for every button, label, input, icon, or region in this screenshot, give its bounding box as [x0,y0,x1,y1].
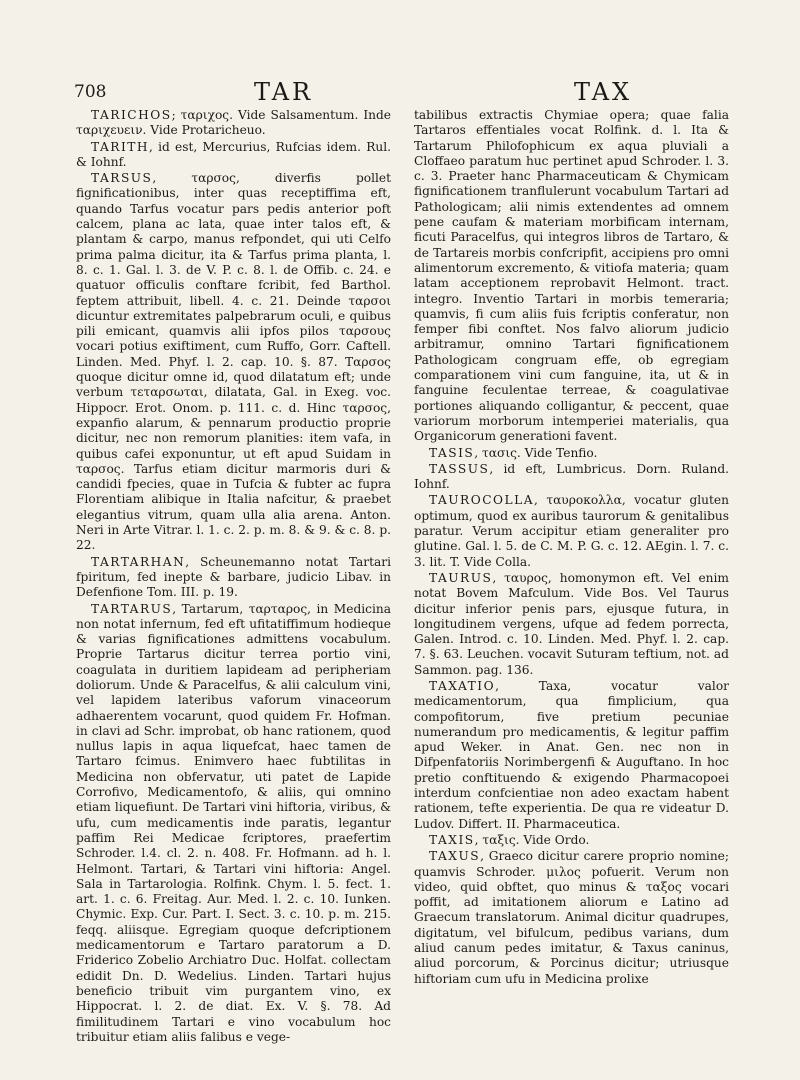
dictionary-entry [76,140,391,171]
entry-text: tabilibus extractis Chymiae opera; quae falia Tartaros effentiales vocat Rolfink. d. l. Ita & Tartarum Philofophicum ex aqua pluviali a Cloffaeo paratum huc pertinet apud Schroder. l. 3. c. 3. Praeter hanc Pharmaceuticam & Chymicam fignificationem tranflulerunt vocabulum Tartari ad Pathologicam; alii nimis extendentes ad omnem pene caufam & materiam morbificam internam, ficuti Paracelfus, qui integros libros de Tartaro, & de Tartareis morbis confcripfit, accipiens pro omni alimentorum excremento, & vitiofa materia; quam latam acceptionem reprobavit Helmont. tract. integro. Inventio Tartari in morbis temeraria; quamvis, fi cum aliis fuis fcriptis conferatur, non femper fibi conftet. Nos falvo aliorum judicio arbitramur, omnino Tartari fignificationem Pathologicam congruam effe, ob egregiam comparationem vini cum fanguine, ita, ut & in fanguine feculentae terreae, & coagulativae portiones aliquando colligantur, & peccent, quae variorum morborum intemperiei materialis, qua Organicorum generationi favent. [414,108,729,444]
entry-text: , Scheunemanno notat Tartari fpiritum, fed inepte & barbare, judicio Libav. in Defenfione Tom. III. p. 19. [76,554,391,600]
entry-headword: TAXUS [429,849,481,864]
entry-text: , ταυροκολλα, vocatur gluten optimum, quod ex auribus taurorum & genitalibus paratur. Verum accipitur etiam generaliter pro glutine. Gal. l. 5. de C. M. P. G. c. 12. AEgin. l. 7. c. 3. lit. T. Vide Colla. [414,493,729,569]
entry-headword: TAURUS [429,570,493,585]
dictionary-entry [76,108,391,139]
entry-headword: TAUROCOLLA [429,493,535,508]
entry-text: , ταυρος, homonymon eft. Vel enim notat Bovem Mafculum. Vide Bos. Vel Taurus dicitur inferior penis pars, ejusque futura, in longitudinem vergens, ufque ad fedem porrecta, Galen. Introd. c. 10. Linden. Med. Phyf. l. 2. cap. 7. §. 63. Leuchen. vocavit Suturam teftium, not. ad Sammon. pag. 136. [414,570,729,677]
entry-headword: TASIS [429,445,475,460]
entry-text: , τασις. Vide Tenfio. [474,445,598,460]
entry-headword: TARTARHAN [91,554,186,569]
entry-text: , id eft, Lumbricus. Dorn. Ruland. Iohnf. [414,461,729,492]
entry-text: ; ταριχος. Vide Salsamentum. Inde ταριχευειν. Vide Protaricheuo. [76,108,391,138]
dictionary-entry [76,171,391,553]
running-head-left: TAR [254,78,314,106]
entry-headword: TASSUS [429,461,490,476]
right-column [414,108,729,1070]
dictionary-entry [414,679,729,832]
running-head-right: TAX [574,78,633,106]
dictionary-entry [414,833,729,848]
entry-text: , Taxa, vocatur valor medicamentorum, qua fimplicium, qua compofitorum, five pretium pecuniae numerandum pro medicamentis, & legitur paffim apud Weker. in Anat. Gen. nec non in Difpenfatoriis Norimbergenfi & Auguftano. In hoc pretio conftituendo & exigendo Pharmacopoei interdum confcientiae non adeo exactam habent rationem, tefte experientia. De qua re videatur D. Ludov. Differt. II. Pharmaceutica. [414,678,729,831]
dictionary-entry-continuation [414,108,729,445]
entry-headword: TARITH [91,139,150,154]
entry-text: , Graeco dicitur carere proprio nomine; quamvis Schroder. μιλος pofuerit. Verum non video, quid obftet, quo minus & ταξος vocari poffit, ad imitationem aliorum e Latino ad Graecum translatorum. Animal dicitur quadrupes, digitatum, vel bifulcum, pedibus varians, dum aliud canum pedes imitatur, & Taxus caninus, aliud porcorum, & Porcinus dicitur; utriusque hiftoriam cum ufu in Medicina prolixe [414,849,729,986]
entry-headword: TAXATIO [429,678,496,693]
page-number: 708 [74,82,107,102]
entry-text: , Tartarum, ταρταρος, in Medicina non notat infernum, fed eft ufitatiffimum hodieque & varias fignificationes admittens vocabulum. Proprie Tartarus dicitur terrea portio vini, coagulata in duritiem lapideam ad peripheriam doliorum. Unde & Paracelfus, & alii calculum vini, vel lapidem lateribus vaforum vinaceorum adhaerentem vocarunt, quod quidem Fr. Hofman. in clavi ad Schr. improbat, ob hanc rationem, quod nullus lapis in aqua liquefcat, haec tamen de Tartaro fcimus. Enimvero haec fubtilitas in Medicina non obfervatur, uti patet de Lapide Corrofivo, Medicamentofo, & aliis, qui omnino etiam liquefiunt. De Tartari vini hiftoria, viribus, & ufu, cum medicamentis inde paratis, legantur paffim Rei Medicae fcriptores, praefertim Schroder. l.4. cl. 2. n. 408. Fr. Hofmann. ad h. l. Helmont. Tartari, & Tartari vini hiftoria: Angel. Sala in Tartarologia. Rolfink. Chym. l. 5. fect. 1. art. 1. c. 6. Freitag. Aur. Med. l. 2. c. 10. Iunken. Chymic. Exp. Cur. Part. I. Sect. 3. c. 10. p. m. 215. feqq. aliisque. Egregiam quoque defcriptionem medicamentorum e Tartaro paratorum a D. Friderico Zobelio Archiatro Duc. Holfat. collectam edidit Dn. D. Wedelius. Linden. Tartari hujus beneficio tribuit vim purgantem vino, ex Hippocrat. l. 2. de diat. Ex. V. §. 78. Ad fimilitudinem Tartari e vino vocabulum hoc tribuitur etiam aliis falibus e vege- [76,601,391,1044]
entry-headword: TAXIS [429,832,475,847]
dictionary-entry [76,602,391,1046]
dictionary-entry [414,493,729,569]
entry-headword: TARICHOS [91,108,172,122]
dictionary-entry [414,571,729,678]
dictionary-entry [414,446,729,461]
left-column [76,108,391,1070]
entry-headword: TARSUS [91,171,153,186]
page-header [0,78,800,106]
entry-text: , ταρσος, diverfis pollet fignificationibus, inter quas receptiffima eft, quando Tarfus vocatur pars pedis anterior poft calcem, plana ac lata, quae inter talos eft, & plantam & carpo, manus refpondet, qui uti Celfo prima palma dicitur, ita & Tarfus prima planta, l. 8. c. 1. Gal. l. 3. de V. P. c. 8. l. de Offib. c. 24. e quatuor officulis conftare fcribit, fed Barthol. feptem attribuit, libell. 4. c. 21. Deinde ταρσοι dicuntur extremitates palpebrarum oculi, e quibus pili emicant, quamvis alii ipfos pilos ταρσους vocari potius exiftiment, cum Ruffo, Gorr. Caftell. Linden. Med. Phyf. l. 2. cap. 10. §. 87. Ταρσος quoque dicitur omne id, quod dilatatum eft; unde verbum τεταρσωται, dilatata, Gal. in Exeg. voc. Hippocr. Erot. Onom. p. 111. c. d. Hinc ταρσος, expanfio alarum, & pennarum productio proprie dicitur, nec non remorum planities: item vafa, in quibus cafei exponuntur, ut eft apud Suidam in ταρσος. Tarfus etiam dicitur marmoris duri & candidi fpecies, quae in Tufcia & fubter ac fupra Florentiam alibique in Italia nafcitur, & praebet elegantius vitrum, quam ulla alia arena. Anton. Neri in Arte Vitrar. l. 1. c. 2. p. m. 8. & 9. & c. 8. p. 22. [76,171,391,553]
entry-text: , ταξις. Vide Ordo. [474,832,590,847]
dictionary-entry [414,462,729,493]
entry-headword: TARTARUS [91,601,173,616]
dictionary-entry [76,555,391,601]
dictionary-entry [414,849,729,987]
entry-text: , id est, Mercurius, Rufcias idem. Rul. & Iohnf. [76,139,391,169]
